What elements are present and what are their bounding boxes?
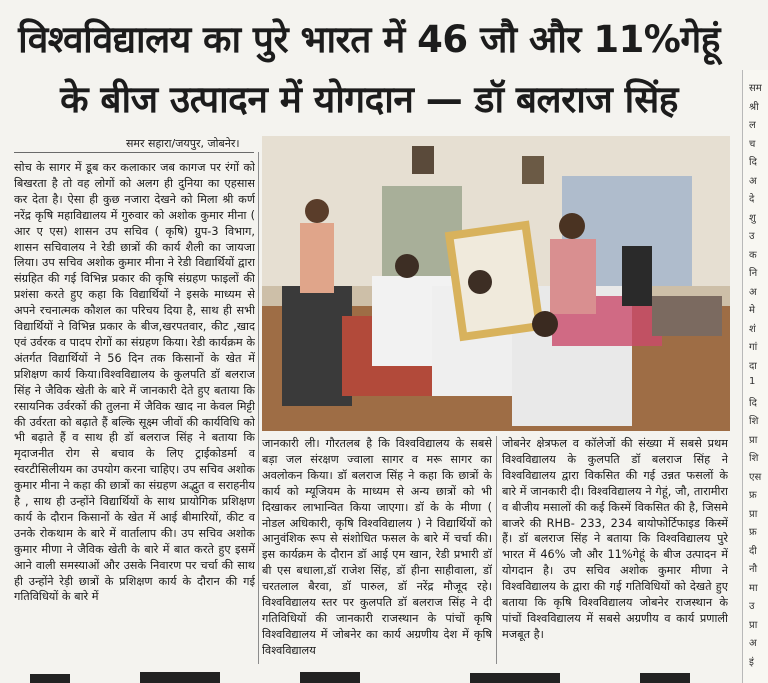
headline-line-2: के बीज उत्पादन में योगदान — डॉ बलराज सिंह [60,78,678,121]
sidebar-fragment: नौ [749,564,758,575]
sidebar-fragment: शु [749,212,756,224]
classroom-photo [262,136,730,431]
article-column-3: जोबनेर क्षेत्रफल व कॉलेजों की संख्या में सबसे प्रथम विश्वविद्यालय के कुलपति डॉ बलराज सिंह ने विश्वविद्यालय द्वारा विकसित की गई उन्नत फसलों के बारे में जानकारी दी। विश्वविद्यालय ने गेहूं, जौ, तारामीरा व बीजीय मसालों की कई किस्में विकसित की है, जिसमे बाजरे की RHB- 233, 234 बायोफोर्टिफाइड किस्में हैं। डॉ बलराज सिंह ने बताया कि विश्वविद्यालय पुरे भारत में 46% जौ और 11%गेहूं के बीज उत्पादन में योगदान है। उप सचिव अशोक कुमार मीणा ने विश्वविद्यालय के द्वारा की गई गतिविधियों को देखते हुए बताया कि कृषि विश्वविद्यालय जोबनेर राजस्थान के पांचों विश्वविद्यालय में सबसे अग्रणीय व कार्य प्रणाली मजबूत है। [502,437,728,641]
sidebar-fragment: दी [749,545,757,557]
sidebar-fragment: मे [749,305,755,316]
sidebar-fragment: अ [749,175,757,187]
sidebar-fragment: क [749,249,757,261]
article-column-2: जानकारी ली। गौरतलब है कि विश्वविद्यालय के सबसे बड़ा जल संरक्षण ज्वाला सागर व मरू सागर का अवलोकन किया। डॉ बलराज सिंह ने कहा कि छात्रों के कार्य को म्यूजियम के माध्यम से अन्य छात्रों को भी दिखाकर लाभान्वित किया जाएगा। डॉ के के मीणा ( नोडल अधिकारी, कृषि विश्वविद्यालय ) ने विद्यार्थियों को आनुवंशिक रूप से संशोधित फसल के बारे में चर्चा की। इस कार्यक्रम के दौरान डॉ आई एम खान, रेडी प्रभारी डॉ बी एस बधाला,डॉ राजेश सिंह, डॉ हीना साहीवाला, डॉ चरतलाल बैरवा, डॉ पारुल, डॉ नरेंद्र मौजूद रहे। विश्वविद्यालय स्तर पर कुलपति डॉ बलराज सिंह ने दी गतिविधियों की जानकारी राजस्थान के पांचों कृषि विश्वविद्यालय में जोबनेर का कार्य अग्रणीय देश में कृषि विश्वविद्यालय [262,437,492,657]
adjacent-article-sidebar [742,70,768,683]
sidebar-fragment: दे [749,194,755,205]
sidebar-fragment: प्रा [749,434,758,446]
sidebar-fragment: फ्र [749,527,757,538]
sidebar-fragment: शि [749,453,759,464]
sidebar-fragment: मा [749,582,758,594]
article-column-1: सोच के सागर में डूब कर कलाकार जब कागज पर रंगों को बिखरता है तो वह लोगों को अलग ही दुनिया का एहसास कर देता है। ऐसा ही कुछ नजारा देखने को मिला श्री कर्ण नरेंद्र कृषि महाविद्यालय में गुरुवार को अशोक कुमार मीना ( आर ए एस) शासन उप सचिव ( कृषि) ग्रुप-3 विभाग, शासन सचिवालय ने रेडी छात्रों की कार्य शैली का जायजा लिया। उप सचिव अशोक कुमार मीना ने रेडी विद्यार्थियों द्वारा संग्रहित की गई विभिन्न प्रकार की कृषि संग्रहण फाइलों की प्रशंसा करते हुए कहा कि विद्यार्थियों ने इसके माध्यम से अपने रचनात्मक कौशल का परिचय दिया है, साथ ही सभी विद्यार्थियों ने विभिन्न प्रकार के बीज,खरपतवार, कीट ,खाद एवं उर्वरक व पादप रोगों का संग्रहण किया। रेडी कार्यक्रम के अंतर्गत विद्यार्थियों ने 56 दिन तक किसानों के खेत में प्रशिक्षण कार्य किया।विश्वविद्यालय के कुलपति डॉ बलराज सिंह ने जैविक खेती के बारे में जानकारी देते हुए बताया कि रसायनिक उर्वरकों की तुलना में जैविक खाद ना केवल मिट्टी की उर्वरता को बढ़ाते हैं बल्कि सूक्ष्म जीवों की कार्यविधि को भी बढ़ाते हैं व साथ ही डॉ बलराज सिंह ने बताया कि मृदाजनीत रोग से बचाव के लिए ट्राईकोडर्मा व स्वरटीसिलीयम का उपयोग करना चाहिए। उप सचिव अशोक कुमार मीना ने कहा की छात्रों का संग्रहण अद्भुत व सराहनीय है , साथ ही उन्होंने विद्यार्थियों के साथ प्रायोगिक प्रशिक्षण कार्य के दौरान किसानों के खेत में आई बीमारियों, कीट व उनके रोकथाम के बारे में वार्तालाप की। उप सचिव अशोक कुमार मीणा ने जैविक खेती के बारे में बात करते हुए इसमें आने वाली समस्याओं और उसके निवारण पर चर्चा की साथ ही उन्होंने रेड़ी छात्रों के प्रशिक्षण कार्य के दौरान की गई गतिविधियों के बारे में [14,161,255,604]
sidebar-fragment: गां [749,342,758,353]
sidebar-fragment: शं [749,323,756,335]
sidebar-fragment: दि [749,397,757,409]
sidebar-fragment: श्री [749,101,759,113]
sidebar-fragment: उ [749,601,755,612]
sidebar-fragment: च [749,138,756,150]
sidebar-fragment: प्रा [749,508,758,520]
vertical-rule-1 [258,152,259,664]
sidebar-fragment: उ [749,231,755,242]
next-headline-strip [0,666,740,683]
sidebar-fragment: दा [749,360,757,372]
byline: समर सहारा/जयपुर, जोबनेर। [126,137,240,150]
headline-line-1: विश्वविद्यालय का पुरे भारत में 46 जौ और 11%गेहूं [18,18,720,61]
sidebar-fragment: सम [749,83,762,94]
vertical-rule-2 [496,436,497,664]
sidebar-fragment: दि [749,157,757,168]
sidebar-fragment: ल [749,120,756,131]
sidebar-fragment: 1 [749,376,756,387]
sidebar-fragment: अ [749,286,757,298]
sidebar-fragment: अ [749,638,757,649]
sidebar-fragment: नि [749,268,758,279]
byline-divider [14,152,254,153]
sidebar-fragment: इं [749,656,754,668]
photo [262,136,730,431]
sidebar-fragment: फ्र [749,490,757,501]
sidebar-fragment: शि [749,416,759,427]
sidebar-fragment: प्रा [749,619,758,631]
sidebar-fragment: एस [749,471,762,483]
